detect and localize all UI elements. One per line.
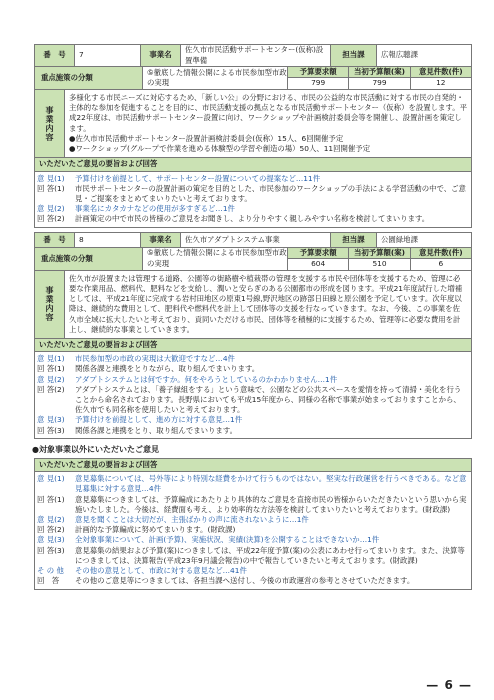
answer-text: 意見募集につきましては、予算編成にあたりより具体的なご意見を直接市民の皆様からいただきたいという思いから実施いたしました。今後は、経費面も考え、より効率的な方法等を検討してまいりたいと考えております。(財政課)	[75, 494, 467, 514]
budget-table	[288, 67, 471, 89]
budget-head-count: 意見件数(件)	[411, 67, 471, 78]
answer-text: 計画策定の中で市民の皆様のご意見をお聞きし、より分りやすく親しみやすい名称を検討してまいります。	[75, 214, 430, 224]
policy-label: 重点施策の分類	[35, 248, 143, 270]
opinion-text: 予算付けを前提として、進め方に対する意見…1件	[75, 415, 243, 425]
budget-head-count: 意見件数(件)	[411, 248, 471, 259]
opinion-tag: そ の 他	[37, 566, 64, 576]
opinion-tag: 意 見(2)	[37, 374, 65, 384]
answer-text: その他のご意見等につきましては、各担当課へ送付し、今後の市政運営の参考とさせていただきます。	[75, 576, 415, 586]
opinion-tag: 意 見(1)	[37, 354, 65, 364]
project-label: 事業名	[141, 45, 181, 66]
opinion-count: 12	[436, 78, 446, 88]
policy-value: ⑤徹底した情報公開による市民参加型市政の実現	[143, 248, 288, 270]
opinion-text: 事業名にカタカナなどの使用が多すぎるど…1件	[75, 204, 235, 214]
answer-text: 市民サポートセンターの設置計画の策定を目的とした、市民参加のワークショップの手法による学習活動の中で、ご意見・ご提案をまとめてまいりたいと考えております。	[75, 183, 466, 203]
answer-tag: 回 答(2)	[37, 214, 65, 224]
content-label: 事業内容	[45, 286, 55, 323]
answer-tag: 回 答(3)	[37, 425, 65, 435]
opinion-title: いただいたご意見の要旨および回答	[35, 158, 471, 171]
opinion-tag: 意 見(3)	[37, 415, 65, 425]
opinion-count: 6	[438, 259, 444, 269]
budget-head-initial: 当初予算額(案)	[349, 67, 410, 78]
content-bullet: ●ワークショップ(グループで作業を進める体験型の学習や創造の場）50人、11回開催予定	[69, 144, 371, 154]
answer-text: 意見募集の結果および予算(案)につきましては、平成22年度予算(案)の公表にあわせ行ってまいります。また、決算等につきましては、決算報告(平成23年9月議会報告)の中で報告していきたいと考えております。(財政課)	[75, 545, 465, 565]
answer-tag: 回 答	[37, 576, 60, 586]
opinion-text: アダプトシステムとは何ですか。何をやろうとしているのかわかりません…1件	[75, 374, 338, 384]
page-number: — 6 —	[426, 678, 472, 693]
opinion-text: 全対象事業について、計画(予算)、実施状況、実績(決算)を公開することはできないか…1件	[75, 535, 380, 545]
answer-text: 計画的な予算編成に努めてまいります。(財政課)	[75, 525, 236, 535]
opinion-tag: 意 見(1)	[37, 474, 65, 484]
opinion-title: いただいたご意見の要旨および回答	[35, 339, 471, 352]
answer-tag: 回 答(1)	[37, 494, 65, 504]
answer-tag: 回 答(1)	[37, 183, 65, 193]
policy-value: ⑤徹底した情報公開による市民参加型市政の実現	[143, 67, 288, 89]
opinion-tag: 意 見(2)	[37, 515, 65, 525]
budget-request: 799	[288, 78, 349, 89]
content-text: 多様化する市民ニーズに対応するため、「新しい公」の分野における、市民の公益的な市民活動に対する市民の自発的・主体的な参加を促進することを目的に、市民活動支援の拠点となる市民活動サポートセンター（仮称）を設置します。平成22年度は、市民活動サポートセンター設置に向け、ワークショップや計画検討委員会等を開催し、設置計画を策定します。	[69, 93, 467, 133]
tanto-label: 担当課	[331, 45, 377, 66]
no-value: 7	[75, 45, 141, 66]
answer-text: アダプトシステムとは、「養子縁組をする」という意味で、公園などの公共スペースを愛情を持って清掃・美化を行うことから命名されております。長野県においても平成15年度から、同様の名称で事業が始まっておりますことから、佐久市でも同名称を使用したいと考えております。	[75, 384, 462, 415]
project-name: 佐久市アダプトシステム事業	[181, 233, 331, 247]
answer-tag: 回 答(3)	[37, 545, 65, 555]
content-bullet: ●佐久市市民活動サポートセンター設置計画検討委員会(仮称）15人、6回開催予定	[69, 133, 344, 143]
budget-request: 604	[288, 259, 349, 270]
budget-head-request: 予算要求額	[288, 67, 349, 78]
project-name: 佐久市市民活動サポートセンター(仮称)設置準備	[181, 45, 331, 66]
answer-tag: 回 答(2)	[37, 384, 65, 394]
opinion-text: その他の意見として、市政に対する意見など…41件	[75, 566, 247, 576]
budget-head-request: 予算要求額	[288, 248, 349, 259]
opinion-text: 予算付けを前提として、サポートセンター設置についての提案など…11件	[75, 173, 321, 183]
project-label: 事業名	[141, 233, 181, 247]
budget-head-initial: 当初予算額(案)	[349, 248, 410, 259]
content-text: 佐久市が設置または管理する道路、公園等の街路樹や植栽帯の管理を支援する市民や団体等を支援するため、管理に必要な作業用品、燃料代、肥料などを支給し、潤いと安らぎのある公園都市の形成を図ります。平成21年度試行した増補としては、平成21年度に完成する岩村田地区の原東1号線,野沢地区の跡部日田線と原公園を予定しています。次年度以降は、継続的な費用として、肥料代や燃料代を計上して団体等の支援を行なっていきます。なお、今後、この事業を佐久市全域に拡大したいと考えており、貢同いただける市民、団体等を積極的に支援するため、管理等に必要な費用を計上し、継続的な事業としていきます。	[69, 273, 463, 334]
opinion-text: 意見を聞くことは大切だが、主張ばかりの声に流されないように…1件	[75, 515, 309, 525]
other-opinions	[34, 458, 472, 590]
project-7	[34, 44, 472, 228]
answer-text: 関係各課と連携をとりながら、取り組んでまいります。	[75, 364, 260, 374]
tanto-value: 広報広聴課	[381, 50, 418, 60]
policy-label: 重点施策の分類	[35, 67, 143, 89]
tanto-value: 公園緑地課	[381, 234, 418, 244]
answer-tag: 回 答(2)	[37, 525, 65, 535]
opinion-tag: 意 見(2)	[37, 204, 65, 214]
opinion-text: 意見募集については、号外等により特別な経費をかけて行うものではない。堅実な行政運営を行うべきである。など意見募集に対する意見…4件	[75, 474, 467, 494]
budget-initial: 510	[349, 259, 410, 270]
no-value: 8	[75, 233, 141, 247]
no-label: 番 号	[35, 233, 75, 247]
answer-tag: 回 答(1)	[37, 364, 65, 374]
opinion-text: 市民参加型の市政の実現は大歓迎ですなど…4件	[75, 354, 235, 364]
tanto-label: 担当課	[331, 233, 377, 247]
opinion-title: いただいたご意見の要旨および回答	[35, 459, 471, 472]
opinion-tag: 意 見(1)	[37, 173, 65, 183]
no-label: 番 号	[35, 45, 75, 66]
budget-initial: 799	[349, 78, 410, 89]
opinion-tag: 意 見(3)	[37, 535, 65, 545]
budget-table	[288, 248, 471, 270]
answer-text: 関係各課と連携をとり、取り組んでまいります。	[75, 425, 238, 435]
content-label: 事業内容	[45, 105, 55, 142]
other-heading: ●対象事業以外にいただいたご意見	[32, 444, 159, 454]
project-8	[34, 232, 472, 439]
